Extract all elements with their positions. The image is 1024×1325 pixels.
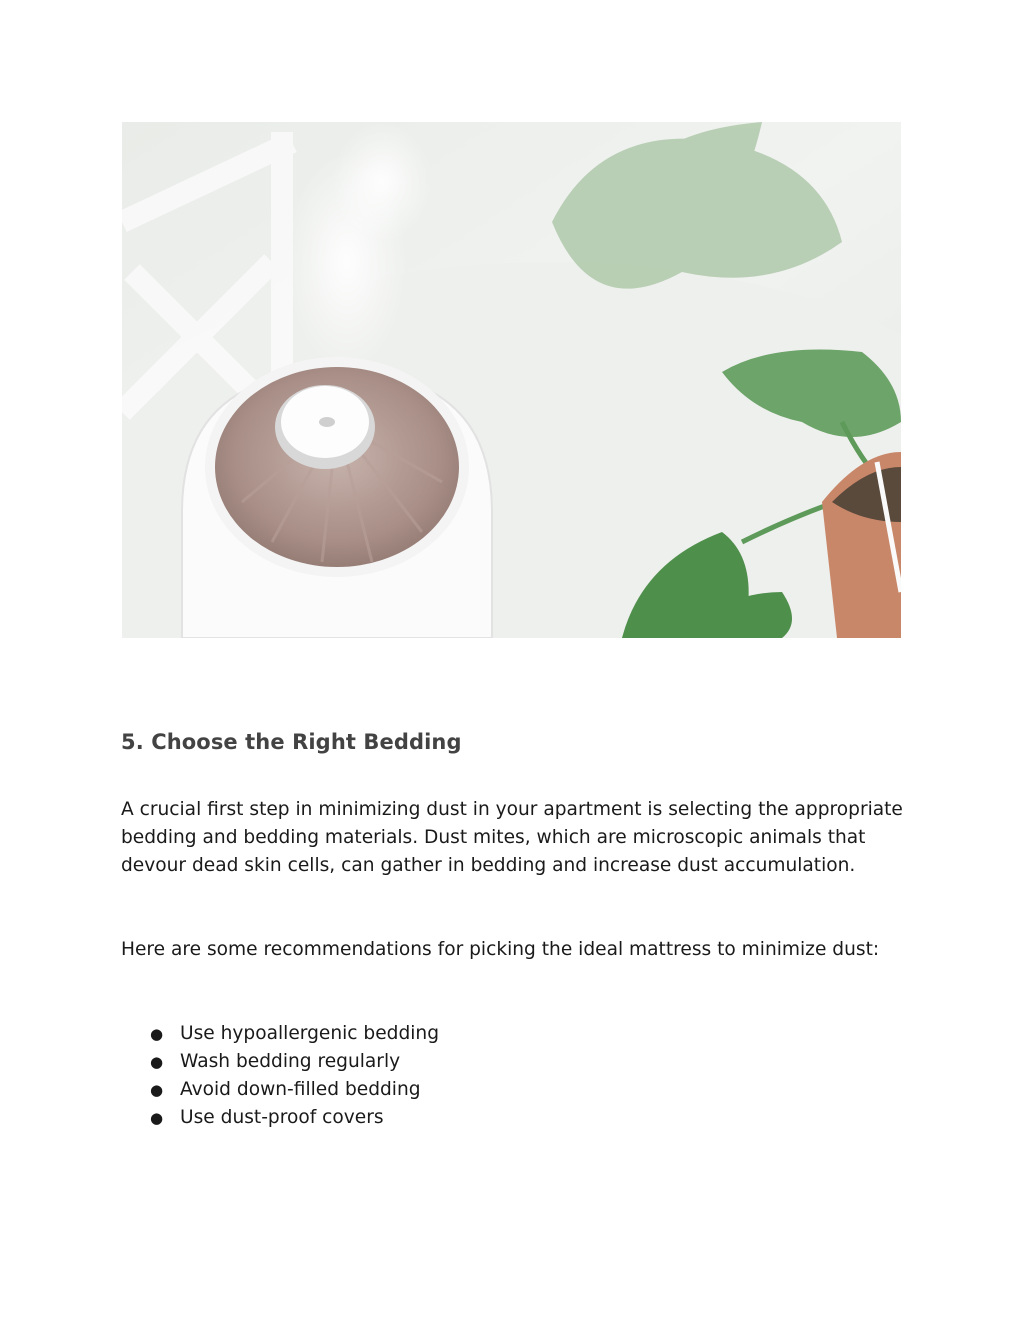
- list-item: [150, 1076, 439, 1104]
- bullet-icon: ●: [150, 1081, 164, 1099]
- bullet-icon: ●: [150, 1053, 164, 1071]
- list-item-text: Use dust-proof covers: [180, 1107, 384, 1128]
- list-item: [150, 1048, 439, 1076]
- bullet-icon: ●: [150, 1025, 164, 1043]
- list-item: [150, 1020, 439, 1048]
- list-item-text: Use hypoallergenic bedding: [180, 1023, 440, 1044]
- recommendation-list: [150, 1020, 439, 1132]
- humidifier-photo: [122, 122, 901, 638]
- bullet-icon: ●: [150, 1109, 164, 1127]
- list-item-text: Wash bedding regularly: [180, 1051, 401, 1072]
- list-item: [150, 1104, 439, 1132]
- section-heading: 5. Choose the Right Bedding: [121, 730, 462, 754]
- intro-paragraph: A crucial first step in minimizing dust in your apartment is selecting the appropriate bedding and bedding materials. Dust mites, which are microscopic animals that devour dead skin cells, can gather in bedding and increase dust accumulation.: [121, 799, 903, 876]
- list-item-text: Avoid down-filled bedding: [180, 1079, 421, 1100]
- recommendation-paragraph: Here are some recommendations for picking the ideal mattress to minimize dust:: [121, 939, 880, 960]
